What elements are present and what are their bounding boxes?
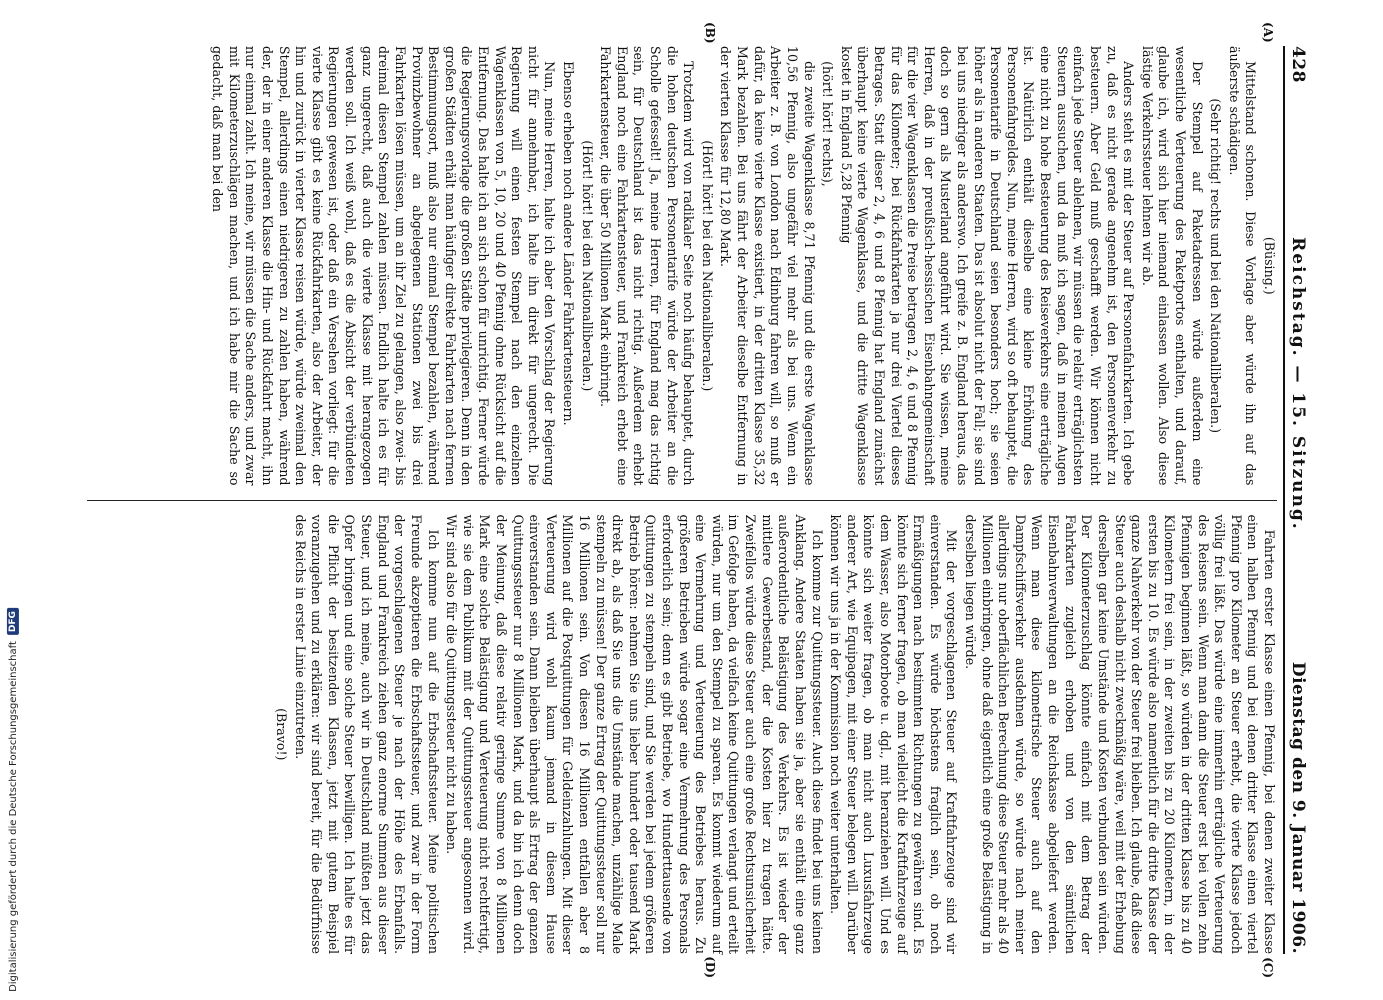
running-title: Reichstag. — 15. Sitzung. — [1288, 237, 1308, 531]
text-columns — [87, 22, 1277, 978]
digitization-footer — [2, 600, 24, 1000]
paragraph: Ich komme nun auf die Erbschaftssteuer. Meine politischen Freunde akzeptieren die Erbschaftssteuer, und zwar in der Form der vorgeschlagenen Steuer je nach der Höhe des Erbanfalls. England und Frankreich ziehen ganz enorme Summen aus dieser Steuer, und ich meine, auch wir in Deutschland müßten jetzt das Opfer bringen und eine solche Steuer bewilligen. Ich halte es für die Pflicht der besitzenden Klassen, jetzt mit gutem Beispiel voranzugehen und zu erklären: wir sind bereit, für die Bedürfnisse des Reichs in erster Linie einzutreten. — [292, 514, 441, 954]
margin-letter-c: (C) — [1261, 957, 1275, 978]
paragraph: (hört! hört! rechts), — [820, 61, 836, 187]
interjection: (Hört! hört! bei den Nationalliberalen.) — [579, 140, 595, 392]
paragraph: Ebenso erheben noch andere Länder Fahrkartensteuern. — [561, 61, 577, 426]
paragraph: Trotzdem wird von radikaler Seite noch häufig behauptet, durch die hohen deutschen Personentarife würde der Arbeiter an die Scholle gefesselt! Ja, meine Herren, für England mag das richtig sein, für Deutschland ist das nicht richtig. Außerdem erhebt England noch eine Fahrkartensteuer, und Frankreich erhebt eine Fahrkartensteuer, die über 50 Millionen Mark einbringt. — [598, 46, 697, 486]
margin-letter-a: (A) — [1261, 22, 1275, 43]
page-number: 428 — [1288, 46, 1308, 83]
digitization-note: Digitalisierung gefördert durch die Deutsche Forschungsgemeinschaft — [7, 641, 19, 992]
interjection: (Hört! hört! bei den Nationalliberalen.) — [699, 140, 715, 392]
left-column — [87, 22, 1277, 486]
paragraph: Fahrten erster Klasse einen Pfennig, bei denen zweiter Klasse einen halben Pfennig und bei denen dritter Klasse einen viertel Pfennig pro Kilometer an Steuer erhebt, die vierte Klasse jedoch völlig frei läßt. Das würde eine immerhin erträgliche Verteuerung des Reisens sein. Wenn man dann die Steuer erst bei vollen zehn Pfennigen beginnen läßt, so würden in der dritten Klasse bis zu 40 Kilometern frei sein, in der zweiten bis zu 20 Kilometern, in der ersten bis zu 10. Es würde also namentlich für die dritte Klasse der ganze Nahverkehr von der Steuer frei bleiben. Ich glaube, daß diese Steuer auch deshalb nicht zweckmäßig wäre, weil mit der Erhebung derselben gar keine Umstände und Kosten verbunden sein würden. Der Kilometerzuschlag könnte einfach mit dem Betrag der Fahrkarten zugleich erhoben und von den sämtlichen Eisenbahnverwaltungen an die Reichskasse abgeliefert werden. Wenn man diese kilometrische Steuer auch auf den Dampfschiffsverkehr ausdehnen würde, so würde nach meiner allerdings nur oberflächlichen Berechnung diese Steuer mehr als 40 Millionen einbringen, ohne daß eigentlich eine große Belästigung in derselben liegen würde. — [963, 514, 1277, 954]
interjection: (Bravo!) — [274, 708, 290, 761]
paragraph: Mit der vorgeschlagenen Steuer auf Kraftfahrzeuge sind wir einverstanden. Es würde höchstens fraglich sein, ob noch Ermäßigungen nach bestimmten Richtungen zu gewähren sind. Es könnte sich ferner fragen, ob man vielleicht die Kraftfahrzeuge auf dem Wasser, also Motorboote u. dgl., mit heranziehen will. Und es könnte sich weiter fragen, ob man nicht auch Luxusfahrzeuge anderer Art, wie Equipagen, mit einer Steuer belegen will. Darüber können wir uns ja in der Kommission noch weiter unterhalten. — [828, 514, 960, 954]
sitting-date: Dienstag den 9. Januar 1906. — [1288, 661, 1308, 954]
margin-letter-d: (D) — [703, 956, 717, 978]
document-page — [60, 20, 1320, 980]
paragraph: Der Stempel auf Paketadressen würde außerdem eine wesentliche Verteuerung des Paketportos enthalten, und darauf, glaube ich, wird sich hier niemand einlassen wollen. Also diese lästige Verkehrssteuer lehnen wir ab. — [1139, 46, 1205, 486]
page-header — [1283, 46, 1308, 954]
paragraph: die zweite Wagenklasse 8,71 Pfennig und die erste Wagenklasse 10,56 Pfennig, also ungefähr viel mehr als bei uns. Wenn ein Arbeiter z. B. von London nach Edinburg fahren will, so muß er dafür, da keine vierte Klasse existiert, in der dritten Klasse 35,32 Mark bezahlen. Bei uns fährt der Arbeiter dieselbe Entfernung in der vierten Klasse für 12,80 Mark. — [718, 46, 817, 486]
page-frame — [40, 0, 1340, 1000]
margin-letter-b: (B) — [703, 22, 717, 44]
paragraph: Anders steht es mit der Steuer auf Personenfahrkarten. Ich gebe zu, daß es nicht gerade angenehm ist, den Personenverkehr zu besteuern. Aber Geld muß geschafft werden. Wir können nicht einfach jede Steuer ablehnen, wir müssen die relativ erträglichsten Steuern aussuchen, und da muß ich sagen, daß in meinen Augen eine nicht zu hohe Besteuerung des Reiseverkehrs eine erträgliche ist. Natürlich enthält dieselbe eine kleine Erhöhung des Personenfahrgeldes. Nun, meine Herren, wird so oft behauptet, die Personentarife in Deutschland seien besonders hoch; sie seien höher als in anderen Staaten. Das ist absolut nicht der Fall; sie sind bei uns niedriger als anderswo. Ich greife z. B. England heraus, das doch so gern als Musterland angeführt wird. Sie wissen, meine Herren, daß in der preußisch-hessischen Eisenbahngemeinschaft für die vier Wagenklassen die Preise betragen 2, 4, 6 und 8 Pfennig für das Kilometer; bei Rückfahrkarten ja nur drei Viertel dieses Betrages. Statt dieser 2, 4, 6 und 8 Pfennig hat England zunächst überhaupt keine vierte Wagenklasse, und die dritte Wagenklasse kostet in England 5,28 Pfennig — [838, 46, 1137, 486]
interjection: (Sehr richtig! rechts und bei den Nationalliberalen.) — [1208, 98, 1224, 434]
column-divider — [87, 500, 1277, 501]
paragraph: Mittelstand schonen. Diese Vorlage aber würde ihn auf das äußerste schädigen. — [1226, 46, 1259, 486]
dfg-logo: DFG — [7, 608, 19, 635]
paragraph: Ich komme zur Quittungssteuer. Auch diese findet bei uns keinen Anklang. Andere Staaten haben sie ja, aber sie enthält eine ganz außerordentliche Belästigung des Verkehrs. Es ist wieder der mittlere Gewerbestand, der die Kosten hier zu tragen hätte. Zweifellos würde diese Steuer auch eine große Rechtsunsicherheit im Gefolge haben, da vielfach keine Quittungen verlangt und erteilt würden, nur um den Stempel zu sparen. Es kommt wiederum auf eine Vermehrung und Verteuerung des Betriebes heraus. Zu größeren Betrieben würde sogar eine Vermehrung des Personals erforderlich sein; denn es gibt Betriebe, wo Hunderttausende von Quittungen zu stempeln sind, und Sie werden bei jedem größeren Betrieb hören: nehmen Sie uns lieber hundert oder tausend Mark direkt ab, als daß Sie uns die Umstände machen, unzählige Male stempeln zu müssen! Der ganze Ertrag der Quittungssteuer soll nur 16 Millionen sein. Von diesen 16 Millionen entfallen aber 8 Millionen auf die Postquittungen für Geldeinzahlungen. Mit dieser Verteuerung wird wohl kaum jemand in diesem Hause einverstanden sein. Dann bleiben überhaupt als Ertrag der ganzen Quittungssteuer nur 8 Millionen Mark, und da bin ich denn doch der Meinung, daß diese relativ geringe Summe von 8 Millionen Mark eine solche Belästigung und Verteuerung nicht rechtfertigt, wie sie dem Publikum mit der Quittungssteuer angesonnen wird. Wir sind also für die Quittungssteuer nicht zu haben. — [444, 514, 825, 954]
right-column — [87, 514, 1277, 978]
paragraph: Nun, meine Herren, halte ich aber den Vorschlag der Regierung nicht für annehmbar, ich halte ihn direkt für ungerecht. Die Regierung will einen festen Stempel nach den einzelnen Wagenklassen von 5, 10, 20 und 40 Pfennig ohne Rücksicht auf die Entfernung. Das halte ich an sich schon für unrichtig. Ferner würde die Regierungsvorlage die großen Städte privilegieren. Denn in den großen Städten erhält man häufiger direkte Fahrkarten nach fernen Bestimmungsort, muß also nur einmal Stempel bezahlen, während Provinzbewohner an abgelegenen Stationen zwei bis drei Fahrkarten lösen müssen, um an ihr Ziel zu gelangen, also zwei- bis dreimal diesen Stempel zahlen müssen. Endlich halte ich es für ganz ungerecht, daß auch die vierte Klasse mit herangezogen werden soll. Ich weiß wohl, daß es die Absicht der verbündeten Regierungen gewesen ist, oder daß ein Versehen vorliegt: für die vierte Klasse gibt es keine Rückfahrkarten, also der Arbeiter, der hin und zurück in vierter Klasse reisen würde, würde zweimal den Stempel, allerdings einen niedrigeren zu zahlen haben, während der, der in einer anderen Klasse die Hin- und Rückfahrt macht, ihn nur einmal zahlt. Ich meine, wir müssen die Sache anders, und zwar mit Kilometerzuschlägen machen, und ich habe mir die Sache so gedacht, daß man bei den — [210, 46, 558, 486]
interjection: (Büsing.) — [1262, 236, 1277, 295]
